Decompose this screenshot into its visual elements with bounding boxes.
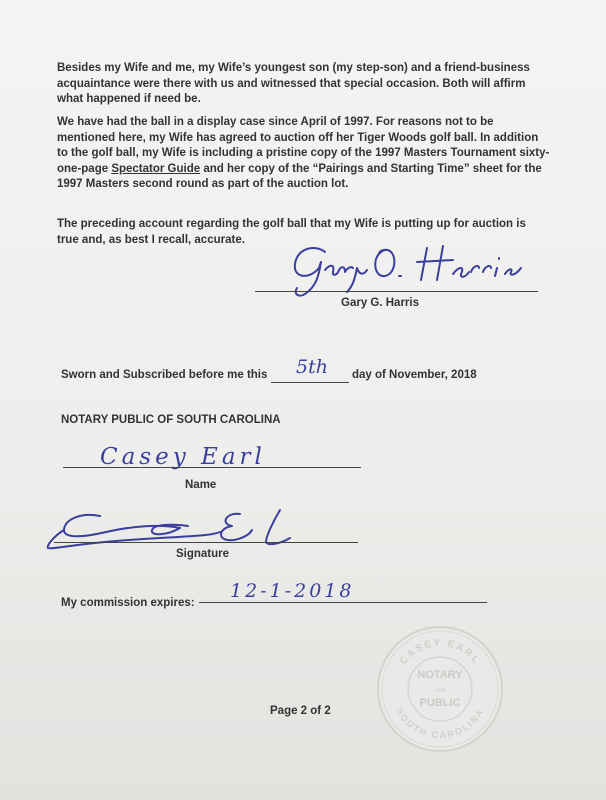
- seal-center-top: NOTARY: [417, 669, 463, 681]
- notary-name-line: [63, 467, 361, 468]
- signer-signature: [275, 238, 565, 298]
- sworn-suffix: day of November, 2018: [352, 369, 477, 381]
- signer-printed-name: Gary G. Harris: [341, 297, 419, 309]
- signer-signature-line: [255, 291, 538, 292]
- sworn-day-handwritten: 5th: [296, 356, 328, 378]
- sworn-day-line: [271, 382, 349, 383]
- page-number: Page 2 of 2: [270, 705, 331, 717]
- notary-name-handwritten: Casey Earl: [100, 444, 266, 470]
- notary-heading: NOTARY PUBLIC OF SOUTH CAROLINA: [61, 414, 281, 426]
- paragraph-display-case-text: We have had the ball in a display case since April of 1997. For reasons not to be mentioned here, my Wife has agreed to auction off her Tiger Woods golf ball. In addition to the golf ball, my Wife is including a pristine copy of the 1997 Masters Tournament sixty-one-page: [57, 116, 550, 175]
- spectator-guide-title: Spectator Guide: [111, 162, 201, 175]
- seal-center-bottom: PUBLIC: [419, 697, 461, 709]
- paragraph-display-case-end: and her copy of the “Pairings and Starting Time” sheet for the 1997 Masters second round as part of the auction lot.: [57, 162, 542, 190]
- paragraph-account: The preceding account regarding the golf ball that my Wife is putting up for auction is true and, as best I recall, accurate.: [57, 218, 526, 246]
- paragraph-display-case: [57, 115, 552, 193]
- commission-line: [199, 602, 487, 603]
- notary-signature: [40, 502, 300, 552]
- notary-name-label: Name: [185, 479, 217, 491]
- seal-center-mid: seal: [434, 688, 446, 694]
- seal-top-text: CASEY EARL: [397, 637, 483, 667]
- notary-signature-line: [54, 542, 358, 543]
- commission-date-handwritten: 12-1-2018: [230, 580, 355, 602]
- sworn-prefix: Sworn and Subscribed before me this: [61, 369, 268, 381]
- commission-label: My commission expires:: [61, 597, 195, 609]
- notary-signature-label: Signature: [176, 548, 230, 560]
- notary-seal: [375, 624, 505, 754]
- paragraph-witnesses: Besides my Wife and me, my Wife’s youngest son (my step-son) and a friend-business acquaintance were there with us and witnessed that special occasion. Both will affirm what happened if need be.: [57, 62, 530, 105]
- seal-bottom-text: SOUTH CAROLINA: [394, 706, 486, 741]
